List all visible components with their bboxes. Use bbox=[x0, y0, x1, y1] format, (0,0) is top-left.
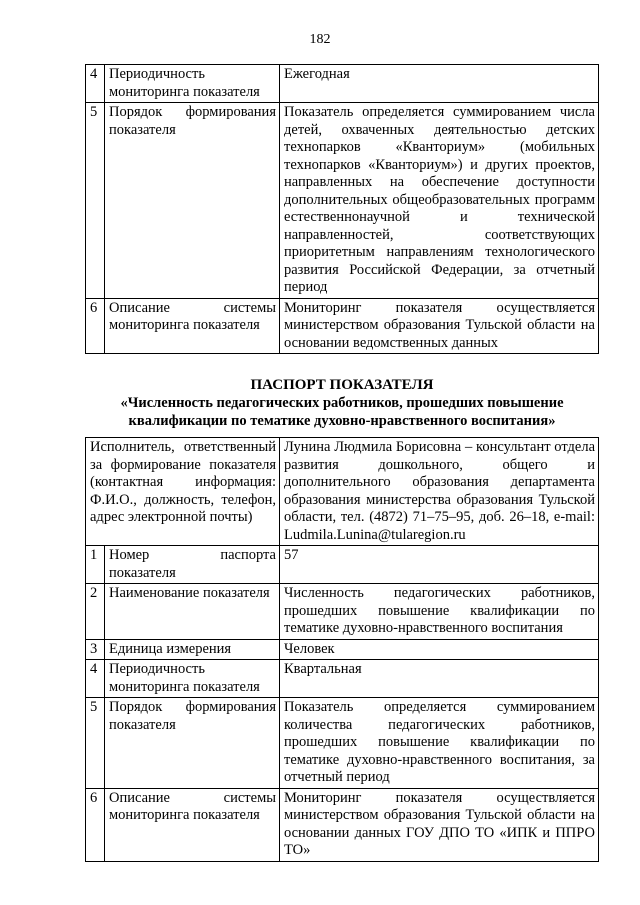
row-label: Периодичность мониторинга показателя bbox=[105, 65, 280, 103]
row-value: Мониторинг показателя осуществляется министерством образования Тульской области на основании данных ГОУ ДПО ТО «ИПК и ППРО ТО» bbox=[280, 788, 599, 861]
row-label: Номер паспорта показателя bbox=[105, 546, 280, 584]
indicator-passport-table bbox=[85, 437, 599, 862]
row-label: Единица измерения bbox=[105, 639, 280, 660]
row-number: 3 bbox=[86, 639, 105, 660]
table-row bbox=[86, 698, 599, 789]
row-label: Периодичность мониторинга показателя bbox=[105, 660, 280, 698]
row-value: 57 bbox=[280, 546, 599, 584]
row-number: 5 bbox=[86, 103, 105, 299]
row-value: Показатель определяется суммированием числа детей, охваченных деятельностью детских технопарков «Кванториум» (мобильных технопарков «Кванториум») и других проектов, направленных на обеспечение доступности дополнительных общеобразовательных программ естественнонаучной и технической направленностей, соответствующих приоритетным направлениям технологического развития Российской Федерации, за отчетный период bbox=[280, 103, 599, 299]
table-row bbox=[86, 65, 599, 103]
passport-subtitle: «Численность педагогических работников, прошедших повышение квалификации по тематике духовно-нравственного воспитания» bbox=[120, 395, 564, 429]
row-label: Порядок формирования показателя bbox=[105, 698, 280, 789]
passport-title: ПАСПОРТ ПОКАЗАТЕЛЯ bbox=[250, 377, 434, 393]
table-row bbox=[86, 639, 599, 660]
table-row bbox=[86, 103, 599, 299]
row-label: Описание системы мониторинга показателя bbox=[105, 788, 280, 861]
table-row bbox=[86, 788, 599, 861]
row-value: Показатель определяется суммированием количества педагогических работников, прошедших повышение квалификации по тематике духовно-нравственного воспитания, за отчетный период bbox=[280, 698, 599, 789]
row-number: 6 bbox=[86, 788, 105, 861]
row-value: Численность педагогических работников, прошедших повышение квалификации по тематике духовно-нравственного воспитания bbox=[280, 584, 599, 640]
row-number: 1 bbox=[86, 546, 105, 584]
page-number: 182 bbox=[309, 32, 331, 47]
row-value: Ежегодная bbox=[280, 65, 599, 103]
table-row bbox=[86, 298, 599, 354]
row-label: Порядок формирования показателя bbox=[105, 103, 280, 299]
row-value: Человек bbox=[280, 639, 599, 660]
executor-value: Лунина Людмила Борисовна – консультант отдела развития дошкольного, общего и дополнительного образования департамента образования министерства образования Тульской области, тел. (4872) 71–75–95, доб. 26–18, e-mail: Ludmila.Lunina@tularegion.ru bbox=[280, 438, 599, 546]
row-number: 4 bbox=[86, 660, 105, 698]
row-number: 6 bbox=[86, 298, 105, 354]
row-label: Наименование показателя bbox=[105, 584, 280, 640]
row-value: Квартальная bbox=[280, 660, 599, 698]
table-row bbox=[86, 660, 599, 698]
row-label: Описание системы мониторинга показателя bbox=[105, 298, 280, 354]
row-number: 4 bbox=[86, 65, 105, 103]
executor-row bbox=[86, 438, 599, 546]
table-row bbox=[86, 584, 599, 640]
executor-label: Исполнитель, ответственный за формирование показателя (контактная информация: Ф.И.О., должность, телефон, адрес электронной почты) bbox=[86, 438, 280, 546]
row-value: Мониторинг показателя осуществляется министерством образования Тульской области на основании ведомственных данных bbox=[280, 298, 599, 354]
row-number: 2 bbox=[86, 584, 105, 640]
indicator-table-continuation bbox=[85, 64, 599, 354]
row-number: 5 bbox=[86, 698, 105, 789]
table-row bbox=[86, 546, 599, 584]
